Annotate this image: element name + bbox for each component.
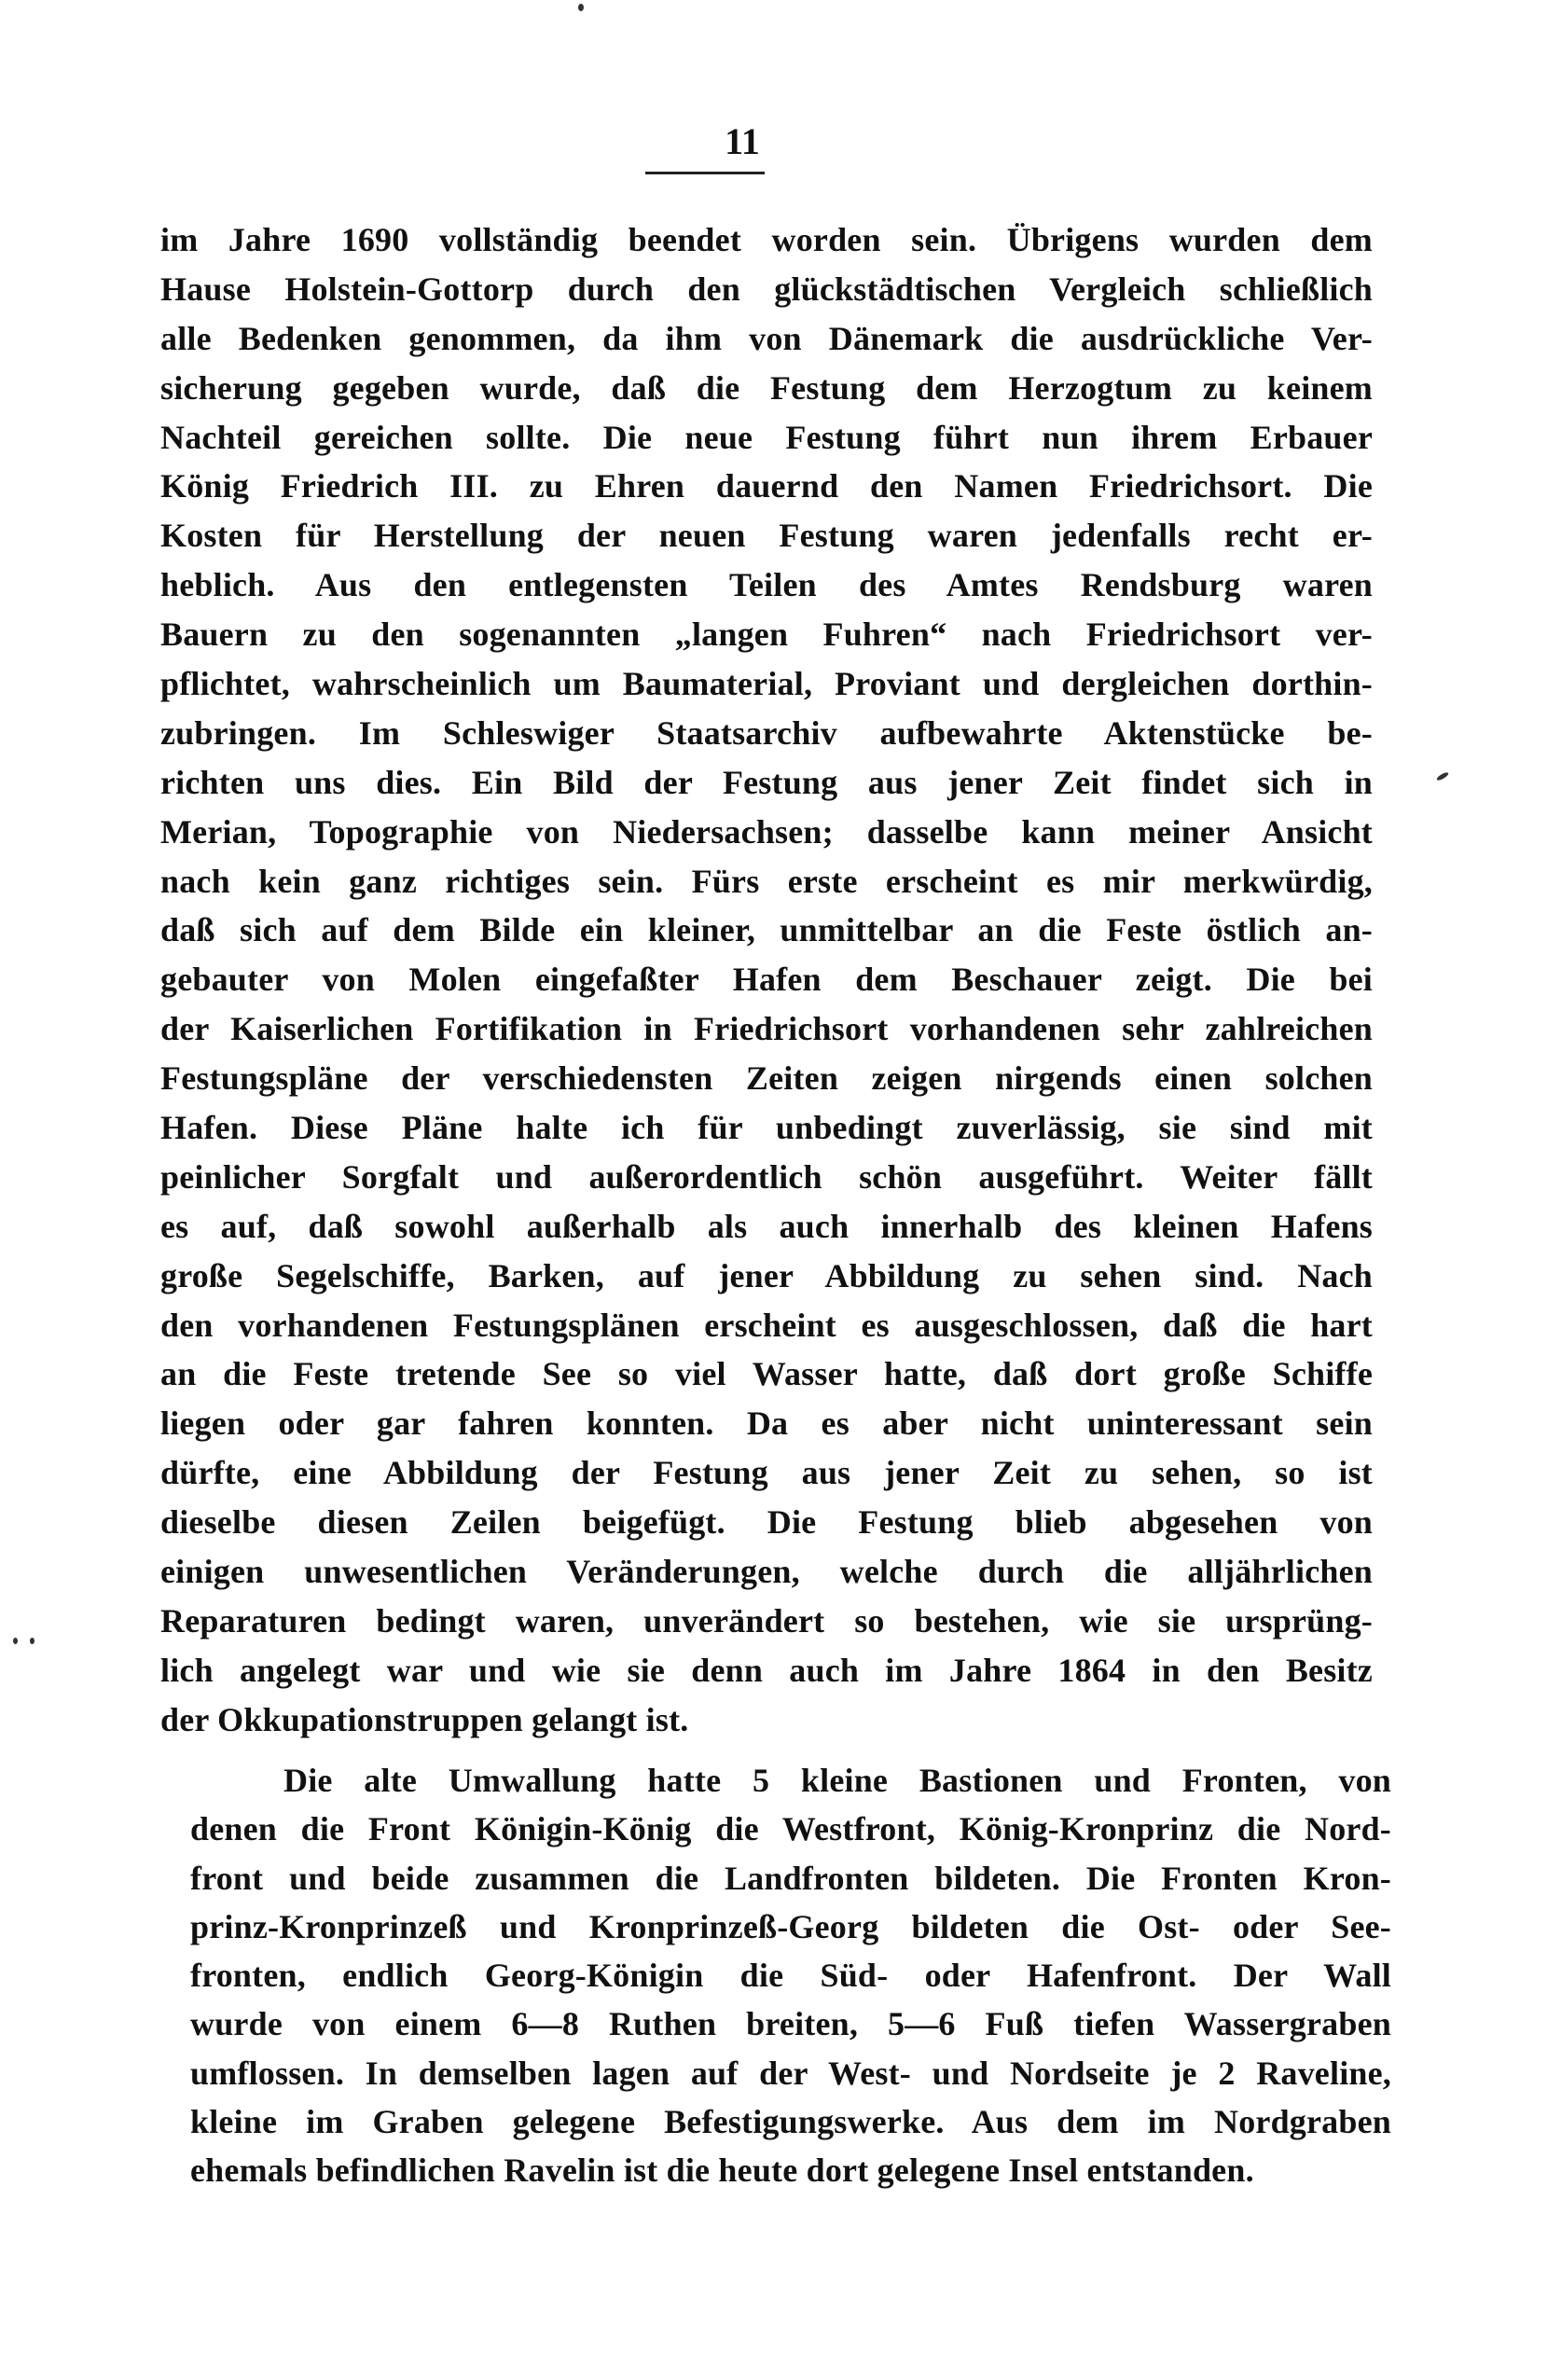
text-line: kleine im Graben gelegene Befestigungswerke. Aus dem im Nordgraben	[190, 2103, 1391, 2141]
scan-speck	[30, 1638, 35, 1644]
text-line: einigen unwesentlichen Veränderungen, welche durch die alljährlichen	[160, 1553, 1373, 1591]
text-line: ehemals befindlichen Ravelin ist die heute dort gelegene Insel entstanden.	[190, 2152, 1254, 2190]
text-line: heblich. Aus den entlegensten Teilen des Amtes Rendsburg waren	[160, 566, 1373, 604]
scan-speck	[13, 1638, 18, 1644]
text-line: pflichtet, wahrscheinlich um Baumaterial, Proviant und dergleichen dorthin-	[160, 665, 1373, 703]
text-line: der Kaiserlichen Fortifikation in Friedrichsort vorhandenen sehr zahlreichen	[160, 1010, 1373, 1048]
text-line: dieselbe diesen Zeilen beigefügt. Die Festung blieb abgesehen von	[160, 1503, 1373, 1542]
text-line: lich angelegt war und wie sie denn auch im Jahre 1864 in den Besitz	[160, 1651, 1373, 1689]
text-line: Reparaturen bedingt waren, unverändert so bestehen, wie sie ursprüng-	[160, 1601, 1373, 1640]
text-line: daß sich auf dem Bilde ein kleiner, unmittelbar an die Feste östlich an-	[160, 911, 1373, 949]
text-line: prinz-Kronprinzeß und Kronprinzeß-Georg bildeten die Ost- oder See-	[190, 1907, 1391, 1945]
text-line: Kosten für Herstellung der neuen Festung waren jedenfalls recht er-	[160, 517, 1373, 555]
text-line: an die Feste tretende See so viel Wasser hatte, daß dort große Schiffe	[160, 1355, 1373, 1393]
text-line: dürfte, eine Abbildung der Festung aus jener Zeit zu sehen, so ist	[160, 1454, 1373, 1492]
text-line: wurde von einem 6—8 Ruthen breiten, 5—6 Fuß tiefen Wassergraben	[190, 2005, 1391, 2043]
text-line: richten uns dies. Ein Bild der Festung aus jener Zeit findet sich in	[160, 763, 1373, 801]
text-line: umflossen. In demselben lagen auf der West- und Nordseite je 2 Raveline,	[190, 2054, 1391, 2092]
text-line: Bauern zu den sogenannten „langen Fuhren“ nach Friedrichsort ver-	[160, 616, 1373, 654]
paragraph-2	[190, 1756, 1391, 2195]
text-line: denen die Front Königin-König die Westfront, König-Kronprinz die Nord-	[190, 1810, 1391, 1848]
text-line: peinlicher Sorgfalt und außerordentlich schön ausgeführt. Weiter fällt	[160, 1157, 1373, 1196]
scan-speck	[578, 4, 584, 11]
text-line: Die alte Umwallung hatte 5 kleine Bastionen und Fronten, von	[283, 1762, 1391, 1799]
page-number: 11	[725, 120, 760, 162]
text-line: Hause Holstein-Gottorp durch den glückstädtischen Vergleich schließlich	[160, 270, 1373, 308]
text-line: zubringen. Im Schleswiger Staatsarchiv aufbewahrte Aktenstücke be-	[160, 713, 1373, 752]
text-line: alle Bedenken genommen, da ihm von Dänemark die ausdrückliche Ver-	[160, 319, 1373, 357]
text-line: den vorhandenen Festungsplänen erscheint es ausgeschlossen, daß die hart	[160, 1306, 1373, 1344]
text-line: nach kein ganz richtiges sein. Fürs erste erscheint es mir merkwürdig,	[160, 862, 1373, 900]
text-line: front und beide zusammen die Landfronten bildeten. Die Fronten Kron-	[190, 1859, 1391, 1897]
scan-speck	[1436, 771, 1450, 782]
text-line: Hafen. Diese Pläne halte ich für unbedingt zuverlässig, sie sind mit	[160, 1109, 1373, 1147]
text-line: Nachteil gereichen sollte. Die neue Festung führt nun ihrem Erbauer	[160, 418, 1373, 456]
text-line: Merian, Topographie von Niedersachsen; dasselbe kann meiner Ansicht	[160, 812, 1373, 851]
text-line: Festungspläne der verschiedensten Zeiten zeigen nirgends einen solchen	[160, 1059, 1373, 1098]
text-line: fronten, endlich Georg-Königin die Süd- oder Hafenfront. Der Wall	[190, 1957, 1391, 1995]
text-line: König Friedrich III. zu Ehren dauernd den Namen Friedrichsort. Die	[160, 467, 1373, 505]
text-line: sicherung gegeben wurde, daß die Festung dem Herzogtum zu keinem	[160, 368, 1373, 407]
paragraph-1	[160, 215, 1373, 1745]
text-line: es auf, daß sowohl außerhalb als auch innerhalb des kleinen Hafens	[160, 1207, 1373, 1245]
text-line: im Jahre 1690 vollständig beendet worden sein. Übrigens wurden dem	[160, 221, 1373, 258]
text-line: gebauter von Molen eingefaßter Hafen dem Beschauer zeigt. Die bei	[160, 961, 1373, 999]
text-line: der Okkupationstruppen gelangt ist.	[160, 1700, 689, 1738]
text-line: liegen oder gar fahren konnten. Da es aber nicht uninteressant sein	[160, 1404, 1373, 1443]
page-number-rule	[645, 172, 765, 174]
text-line: große Segelschiffe, Barken, auf jener Abbildung zu sehen sind. Nach	[160, 1256, 1373, 1294]
